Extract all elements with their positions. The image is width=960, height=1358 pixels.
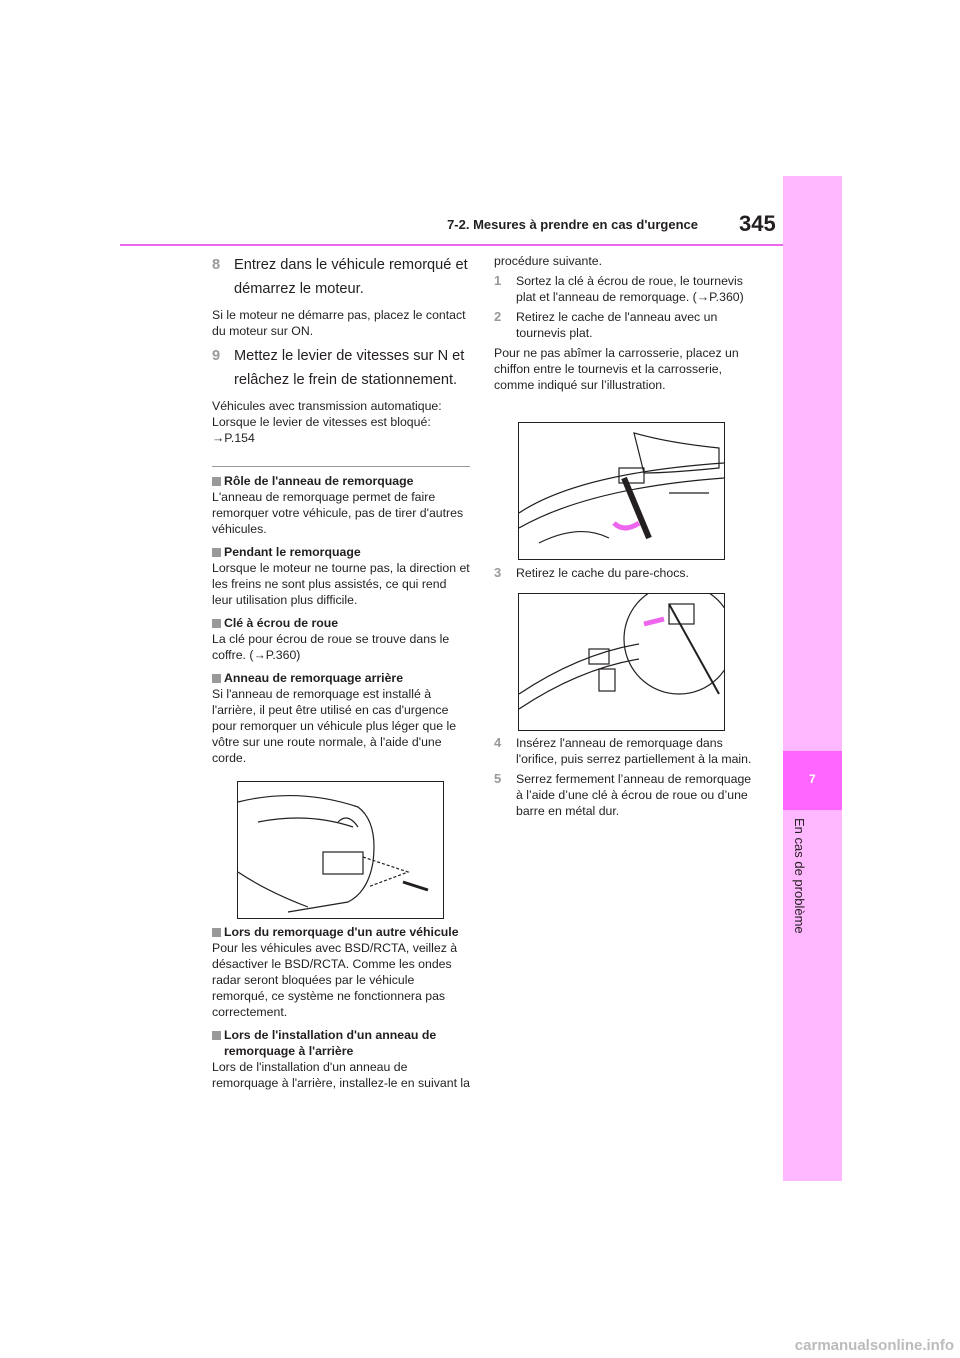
section: [212, 670, 470, 766]
bumper-cover-illustration: [518, 593, 725, 731]
section-body: Lorsque le moteur ne tourne pas, la direction et les freins ne sont plus assistés, ce qui rend leur utilisation plus difficile.: [212, 561, 470, 607]
screwdriver-illustration: [519, 423, 724, 559]
section-heading: Clé à écrou de roue: [212, 615, 470, 631]
left-column-lower: [212, 924, 470, 1091]
right-column-lower: [494, 735, 756, 819]
chapter-tab[interactable]: [783, 751, 842, 810]
right-column: [494, 253, 756, 393]
step-note: Véhicules avec transmission automatique: Lorsque le levier de vitesses est bloqué: →P.154: [212, 399, 442, 445]
section-body: Si l'anneau de remorquage est installé à l'arrière, il peut être utilisé en cas d'urgence pour remorquer un véhicule plus léger que le vôtre sur une route normale, à l'aide d'une corde.: [212, 687, 457, 765]
step-text: Retirez le cache du pare-chocs.: [516, 566, 689, 580]
step-number: 1: [494, 273, 502, 288]
step-number: 9: [212, 348, 221, 364]
step-2: [494, 309, 756, 341]
screwdriver-cover-illustration: [518, 422, 725, 560]
watermark: carmanualsonline.info: [794, 1337, 954, 1354]
section-body: L'anneau de remorquage permet de faire remorquer votre véhicule, pas de tirer d'autres véhicules.: [212, 490, 464, 536]
section-heading: Anneau de remorquage arrière: [212, 670, 470, 686]
section-heading: Lors de l'installation d'un anneau de remorquage à l'arrière: [212, 1027, 470, 1059]
section: [212, 924, 470, 1020]
section-title: 7-2. Mesures à prendre en cas d'urgence: [447, 217, 698, 232]
section-body: Pour les véhicules avec BSD/RCTA, veillez à désactiver le BSD/RCTA. Comme les ondes radar seront bloquées par le véhicule remorqué, ce système ne fonctionnera pas correctement.: [212, 941, 458, 1019]
header-divider: [120, 244, 783, 246]
section-body: La clé pour écrou de roue se trouve dans le coffre. (→P.360): [212, 632, 450, 662]
section-heading: Lors du remorquage d'un autre véhicule: [212, 924, 470, 940]
step-3: [494, 565, 756, 581]
step-9: [212, 344, 470, 392]
chapter-title: En cas de problème: [792, 818, 807, 934]
step-note: Si le moteur ne démarre pas, placez le contact du moteur sur ON.: [212, 308, 466, 338]
step-text: Sortez la clé à écrou de roue, le tournevis plat et l'anneau de remorquage. (→P.360): [516, 274, 744, 304]
chapter-number: 7: [809, 772, 816, 786]
section: [212, 544, 470, 608]
chapter-sidebar: [783, 176, 842, 1181]
section-body: Lors de l'installation d'un anneau de remorquage à l'arrière, installez-le en suivant la: [212, 1060, 470, 1090]
note-text: Pour ne pas abîmer la carrosserie, placez un chiffon entre le tournevis et la carrosserie, comme indiqué sur l’illustration.: [494, 346, 739, 392]
step-5: [494, 771, 756, 819]
step-number: 3: [494, 565, 502, 580]
step-8: [212, 253, 470, 301]
section: [212, 615, 470, 663]
step-4: [494, 735, 756, 767]
step-number: 4: [494, 735, 502, 750]
step-text: Retirez le cache de l'anneau avec un tournevis plat.: [516, 310, 718, 340]
step-1: [494, 273, 756, 305]
section: [212, 1027, 470, 1091]
bumper-illustration: [519, 594, 724, 730]
rear-tow-eye-illustration: [237, 781, 444, 919]
car-rear-illustration: [238, 782, 443, 918]
divider: [212, 466, 470, 467]
section-heading: Rôle de l'anneau de remorquage: [212, 473, 470, 489]
step-number: 2: [494, 309, 502, 324]
section-heading: Pendant le remorquage: [212, 544, 470, 560]
step-number: 5: [494, 771, 502, 786]
left-column: [212, 253, 470, 766]
page-number: 345: [739, 211, 776, 236]
step-text: Serrez fermement l’anneau de remorquage à l’aide d’une clé à écrou de roue ou d’une barre en métal dur.: [516, 772, 752, 818]
step-text: Insérez l'anneau de remorquage dans l'orifice, puis serrez partiellement à la main.: [516, 736, 752, 766]
step-text: Mettez le levier de vitesses sur N et relâchez le frein de stationnement.: [234, 348, 465, 388]
step-text: Entrez dans le véhicule remorqué et démarrez le moteur.: [234, 257, 468, 297]
section: [212, 473, 470, 537]
intro-text: procédure suivante.: [494, 254, 603, 268]
right-step-3: [494, 565, 756, 581]
step-number: 8: [212, 257, 221, 273]
